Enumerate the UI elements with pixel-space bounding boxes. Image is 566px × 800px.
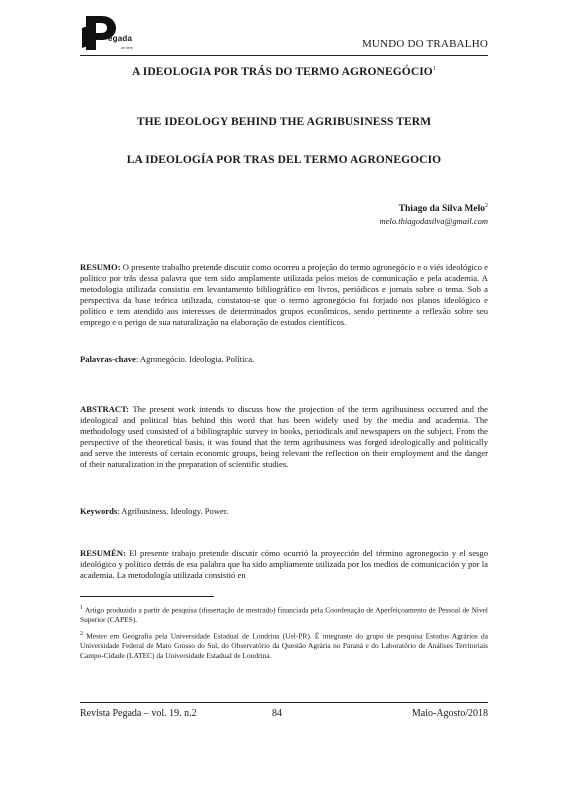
resumo-label: RESUMO: — [80, 262, 121, 272]
author-name: Thiago da Silva Melo$^2$ — [398, 203, 488, 215]
title-english: THE IDEOLOGY BEHIND THE AGRIBUSINESS TERM — [136, 116, 432, 128]
footer-journal: Revista Pegada – vol. 19. n.2 — [80, 708, 197, 719]
palavras-chave: Palavras-chave: Agronegócio. Ideologia. Política. — [80, 354, 255, 364]
title-spanish: LA IDEOLOGÍA POR TRAS DEL TERMO AGRONEGOCIO — [126, 154, 442, 166]
footnote-divider — [80, 596, 214, 597]
footer-divider — [80, 702, 488, 703]
logo-wordmark: egada — [108, 34, 133, 43]
abstract-paragraph: ABSTRACT: The present work intends to discuss how the projection of the term agribusiness occurred and the ideological and political bias behind this word that has been widely used by the media and academia. The methodology used consisted of a bibliographic survey in books, periodicals and newspapers on the subject. From the perspective of the theoretical basis, it was found that the term agribusiness was forged ideologically and politically and serve the interests of certain economic groups, being relevant the reflection on their employment and the danger of their naturalization in the preparation of scientific studies. — [80, 404, 488, 470]
author-footnote-mark: 2 — [485, 203, 488, 209]
title-footnote-mark: 1 — [432, 66, 436, 73]
header-divider — [80, 55, 488, 56]
logo-subtitle: on line — [121, 45, 133, 50]
page-header — [80, 14, 488, 54]
footnote-2: $^2$ Mestre em Geografia pela Universidade Estadual de Londrina (Uel-PR). É integrante do grupo de pesquisa Estudos Agrários da Universidade Federal de Mato Grosso do Sul, do Observatório da Questão Agrária no Paraná e do Laboratório de Análises Territoriais Campo-Cidade (LATEC) da Universidade Estadual de Londrina. — [80, 631, 488, 660]
pegada-logo — [80, 14, 150, 52]
footnote-1: $^1$ Artigo produzido a partir de pesquisa (dissertação de mestrado) financiada pela Coordenação de Aperfeiçoamento de Pessoal de Nível Superior (CAPES). — [80, 605, 488, 625]
resumen-label: RESUMÉN: — [80, 548, 126, 558]
title-portuguese: A IDEOLOGIA POR TRÁS DO TERMO AGRONEGÓCIO$^1$ — [132, 66, 436, 78]
footer-page-number: 84 — [272, 708, 282, 719]
resumen-paragraph: RESUMÉN: El presente trabajo pretende discutir cómo ocurrió la proyección del término agronegocio y el sesgo ideológico y político detrás de esa palabra que ha sido ampliamente utilizada por los medios de comunicación y por la academia. La metodología utilizada consistió en — [80, 548, 488, 581]
footer-date: Maio-Agosto/2018 — [411, 708, 488, 719]
abstract-label: ABSTRACT: — [80, 404, 130, 414]
keywords: Keywords: Agribusiness. Ideology. Power. — [80, 506, 229, 516]
pegada-logo-icon — [80, 14, 118, 52]
section-label: MUNDO DO TRABALHO — [361, 38, 488, 50]
resumo-paragraph: RESUMO: O presente trabalho pretende discutir como ocorreu a projeção do termo agronegócio e o viés ideológico e político por trás dessa palavra que tem sido amplamente utilizada pelos meios de comunicação e pela academia. A metodologia utilizada consistiu em levantamento bibliográfico em livros, periódicos e jornais sobre o tema. Sob a perspectiva da base teórica utilizada, constatou-se que o termo agronegócio foi forjado nos planos ideológico e político e tem atendido aos interesses de determinados grupos econômicos, sendo pertinente a reflexão sobre seu emprego e o perigo de sua naturalização na elaboração de estudos científicos. — [80, 262, 488, 328]
author-email[interactable]: melo.thiagodasilva@gmail.com — [379, 216, 488, 226]
